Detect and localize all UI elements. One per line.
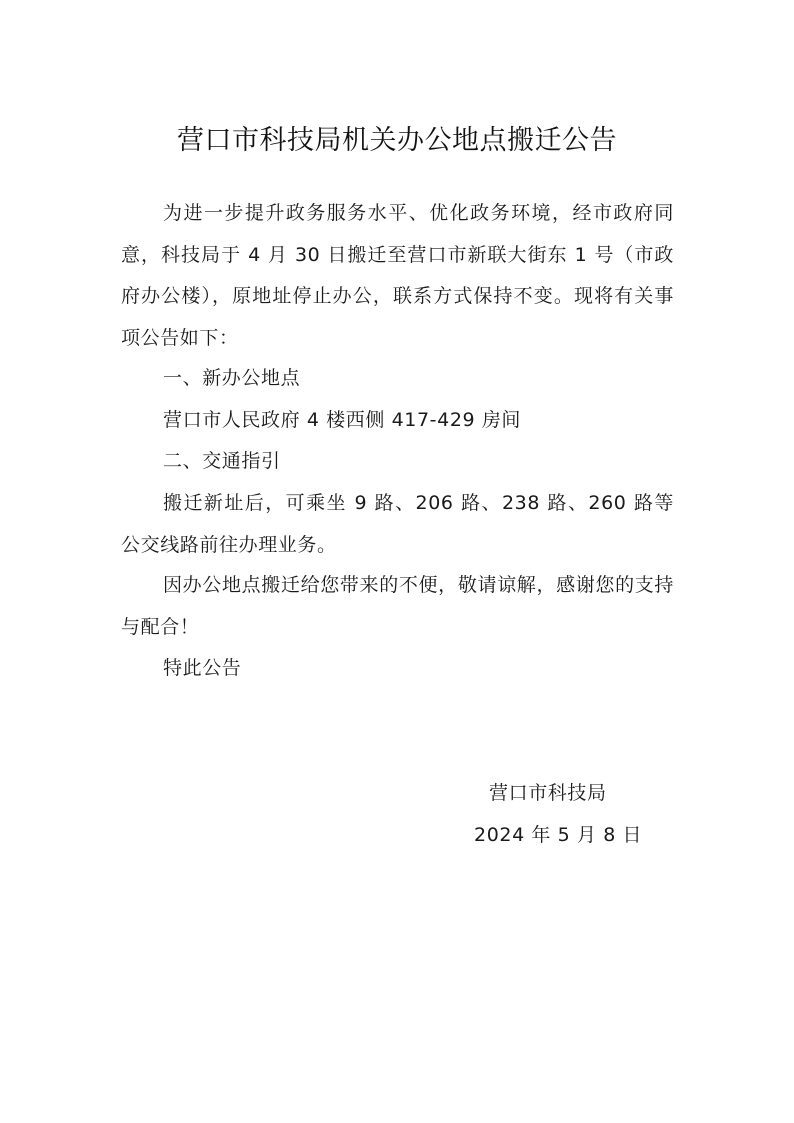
apology-paragraph: 因办公地点搬迁给您带来的不便，敬请谅解，感谢您的支持与配合！: [121, 574, 674, 638]
signature-organization: 营口市科技局: [489, 782, 607, 804]
document-title: 营口市科技局机关办公地点搬迁公告: [177, 125, 617, 156]
apology-paragraph-block: [121, 565, 674, 648]
signature-date: 2024 年 5 月 8 日: [474, 824, 643, 846]
transport-paragraph-block: [121, 483, 674, 566]
intro-paragraph-block: [121, 193, 674, 359]
intro-paragraph: 为进一步提升政务服务水平、优化政务环境，经市政府同意，科技局于 4 月 30 日搬迁至营口市新联大街东 1 号（市政府办公楼），原地址停止办公，联系方式保持不变。现将有关事项公告如下：: [121, 202, 674, 349]
closing-line: 特此公告: [163, 657, 242, 679]
section-heading-transport: 二、交通指引: [163, 450, 281, 472]
section-heading-new-address: 一、新办公地点: [163, 367, 301, 389]
transport-paragraph: 搬迁新址后，可乘坐 9 路、206 路、238 路、260 路等公交线路前往办理业务。: [121, 492, 674, 556]
new-address-text: 营口市人民政府 4 楼西侧 417-429 房间: [163, 409, 522, 431]
